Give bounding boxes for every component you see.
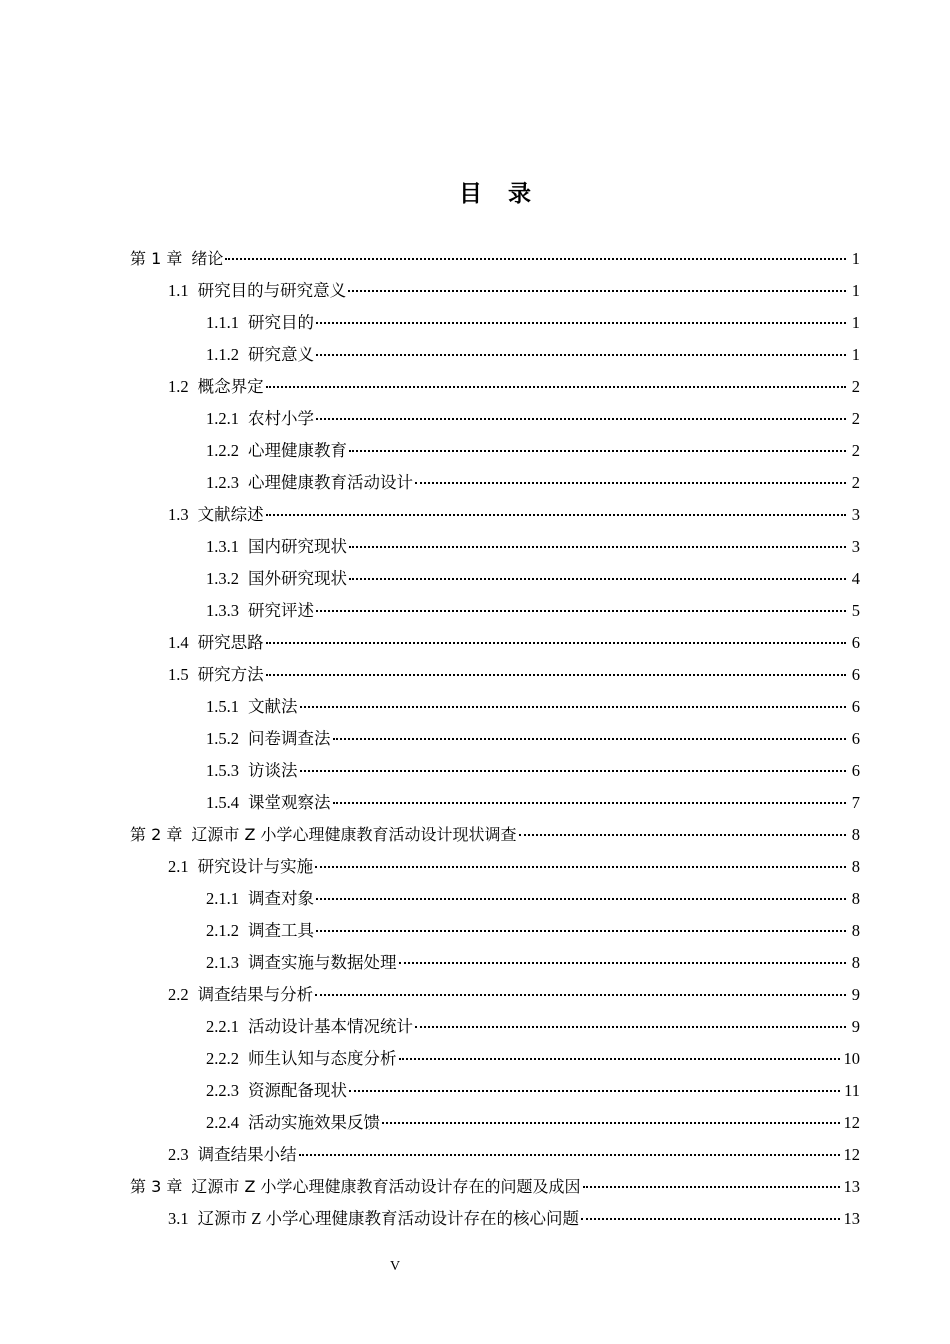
toc-entry-number: 2.2.2 [206, 1049, 239, 1068]
toc-entry-page: 6 [851, 665, 860, 684]
dot-leader [349, 449, 846, 452]
toc-entry-title: 辽源市 Z 小学心理健康教育活动设计存在的核心问题 [197, 1209, 579, 1228]
toc-entry[interactable] [130, 883, 860, 915]
toc-entry-title: 师生认知与态度分析 [248, 1049, 397, 1068]
toc-entry-page: 11 [844, 1081, 860, 1100]
dot-leader [266, 513, 846, 516]
toc-entry-title: 访谈法 [248, 761, 298, 780]
toc-entry-page: 6 [851, 729, 860, 748]
toc-entry-title: 文献法 [248, 697, 298, 716]
toc-entry-title: 绪论 [191, 249, 224, 268]
toc-entry-page: 13 [843, 1177, 860, 1196]
toc-entry-number: 2.2.4 [206, 1113, 239, 1132]
toc-entry-title: 调查实施与数据处理 [248, 953, 397, 972]
toc-entry-title: 研究思路 [197, 633, 264, 652]
toc-entry[interactable] [130, 499, 860, 531]
toc-entry-page: 12 [843, 1145, 860, 1164]
toc-entry-number: 1.4 [168, 633, 189, 652]
toc-entry-page: 2 [851, 409, 860, 428]
toc-entry-title: 课堂观察法 [248, 793, 331, 812]
toc-entry-page: 3 [851, 505, 860, 524]
dot-leader [299, 1153, 840, 1156]
toc-entry-title: 国外研究现状 [248, 569, 347, 588]
toc-entry-number: 1.5.3 [206, 761, 239, 780]
dot-leader [316, 897, 846, 900]
toc-entry-page: 12 [843, 1113, 860, 1132]
toc-entry-title: 研究评述 [248, 601, 314, 620]
dot-leader [348, 289, 846, 292]
toc-entry[interactable] [130, 979, 860, 1011]
toc-entry-number: 2.1.1 [206, 889, 239, 908]
toc-entry-page: 1 [851, 281, 860, 300]
dot-leader [316, 929, 846, 932]
toc-entry-page: 8 [851, 825, 860, 844]
toc-entry-page: 2 [851, 377, 860, 396]
toc-entry[interactable] [130, 723, 860, 755]
toc-entry[interactable] [130, 307, 860, 339]
toc-entry[interactable] [130, 851, 860, 883]
toc-entry-number: 第 1 章 [130, 249, 183, 268]
toc-entry[interactable] [130, 627, 860, 659]
toc-entry-title: 调查结果与分析 [197, 985, 314, 1004]
dot-leader [399, 1057, 840, 1060]
toc-entry-page: 1 [851, 313, 860, 332]
toc-entry-page: 6 [851, 697, 860, 716]
toc-entry[interactable] [130, 691, 860, 723]
dot-leader [415, 481, 846, 484]
toc-entry-number: 1.2.3 [206, 473, 239, 492]
toc-entry-number: 1.1.2 [206, 345, 239, 364]
toc-entry[interactable] [130, 1139, 860, 1171]
toc-entry-number: 1.5.1 [206, 697, 239, 716]
dot-leader [300, 705, 847, 708]
toc-entry-page: 3 [851, 537, 860, 556]
toc-entry-title: 辽源市 Z 小学心理健康教育活动设计存在的问题及成因 [191, 1177, 581, 1196]
toc-entry-number: 2.2 [168, 985, 189, 1004]
table-of-contents [130, 243, 860, 1235]
toc-entry-number: 1.2.1 [206, 409, 239, 428]
toc-entry-title: 问卷调查法 [248, 729, 331, 748]
toc-entry[interactable] [130, 1107, 860, 1139]
toc-entry-number: 1.5 [168, 665, 189, 684]
toc-entry-title: 研究目的 [248, 313, 314, 332]
toc-entry-title: 活动设计基本情况统计 [248, 1017, 413, 1036]
toc-entry-title: 活动实施效果反馈 [248, 1113, 380, 1132]
toc-entry[interactable] [130, 915, 860, 947]
toc-entry-page: 8 [851, 953, 860, 972]
dot-leader [581, 1217, 840, 1220]
toc-entry[interactable] [130, 755, 860, 787]
toc-entry-title: 文献综述 [197, 505, 264, 524]
toc-entry-number: 2.2.1 [206, 1017, 239, 1036]
toc-entry-title: 农村小学 [248, 409, 314, 428]
toc-entry-number: 1.2.2 [206, 441, 239, 460]
toc-entry-page: 9 [851, 1017, 860, 1036]
toc-entry[interactable] [130, 1011, 860, 1043]
dot-leader [349, 1089, 840, 1092]
toc-entry-title: 调查结果小结 [197, 1145, 297, 1164]
toc-entry-number: 2.1 [168, 857, 189, 876]
dot-leader [399, 961, 847, 964]
toc-entry-page: 6 [851, 761, 860, 780]
toc-entry-number: 2.1.2 [206, 921, 239, 940]
toc-entry-title: 研究意义 [248, 345, 314, 364]
toc-entry[interactable] [130, 531, 860, 563]
dot-leader [519, 833, 847, 836]
dot-leader [349, 545, 846, 548]
toc-entry-page: 2 [851, 473, 860, 492]
toc-entry-number: 第 2 章 [130, 825, 183, 844]
toc-entry[interactable] [130, 787, 860, 819]
dot-leader [300, 769, 847, 772]
dot-leader [316, 321, 846, 324]
toc-entry-number: 1.3.1 [206, 537, 239, 556]
toc-entry-number: 2.2.3 [206, 1081, 239, 1100]
toc-entry[interactable] [130, 1203, 860, 1235]
page-number-footer: V [389, 1259, 401, 1274]
toc-entry-number: 1.3 [168, 505, 189, 524]
toc-entry[interactable] [130, 243, 860, 275]
dot-leader [315, 865, 846, 868]
toc-entry-page: 8 [851, 889, 860, 908]
toc-entry-title: 辽源市 Z 小学心理健康教育活动设计现状调查 [191, 825, 517, 844]
dot-leader [333, 801, 847, 804]
dot-leader [583, 1185, 840, 1188]
page-title: 目录 [459, 181, 557, 207]
toc-entry-number: 1.1.1 [206, 313, 239, 332]
toc-entry[interactable] [130, 1075, 860, 1107]
toc-entry-number: 3.1 [168, 1209, 189, 1228]
toc-entry[interactable] [130, 275, 860, 307]
toc-entry-page: 9 [851, 985, 860, 1004]
toc-entry-page: 6 [851, 633, 860, 652]
toc-entry-number: 1.3.2 [206, 569, 239, 588]
toc-entry[interactable] [130, 819, 860, 851]
toc-entry-page: 8 [851, 921, 860, 940]
toc-entry[interactable] [130, 403, 860, 435]
toc-entry[interactable] [130, 435, 860, 467]
toc-entry-page: 2 [851, 441, 860, 460]
toc-entry-title: 心理健康教育活动设计 [248, 473, 413, 492]
dot-leader [316, 417, 846, 420]
toc-entry-page: 10 [843, 1049, 860, 1068]
dot-leader [266, 641, 846, 644]
toc-entry-number: 1.1 [168, 281, 189, 300]
toc-entry-title: 资源配备现状 [248, 1081, 347, 1100]
toc-entry[interactable] [130, 1043, 860, 1075]
toc-entry[interactable] [130, 947, 860, 979]
toc-entry-title: 概念界定 [197, 377, 264, 396]
dot-leader [225, 257, 846, 260]
toc-entry[interactable] [130, 659, 860, 691]
toc-entry[interactable] [130, 339, 860, 371]
toc-entry-page: 8 [851, 857, 860, 876]
toc-entry-number: 2.1.3 [206, 953, 239, 972]
toc-entry[interactable] [130, 563, 860, 595]
toc-entry-title: 国内研究现状 [248, 537, 347, 556]
toc-entry[interactable] [130, 467, 860, 499]
dot-leader [316, 353, 846, 356]
toc-entry-number: 1.5.4 [206, 793, 239, 812]
toc-entry-title: 研究方法 [197, 665, 264, 684]
toc-entry-page: 4 [851, 569, 860, 588]
dot-leader [333, 737, 847, 740]
toc-entry[interactable] [130, 1171, 860, 1203]
toc-entry-number: 1.5.2 [206, 729, 239, 748]
toc-entry[interactable] [130, 371, 860, 403]
toc-entry-page: 1 [851, 345, 860, 364]
dot-leader [266, 673, 846, 676]
toc-entry-page: 7 [851, 793, 860, 812]
dot-leader [266, 385, 846, 388]
dot-leader [315, 993, 846, 996]
toc-entry-page: 13 [843, 1209, 860, 1228]
toc-entry-title: 研究设计与实施 [197, 857, 314, 876]
toc-entry-title: 心理健康教育 [248, 441, 347, 460]
dot-leader [382, 1121, 840, 1124]
dot-leader [349, 577, 846, 580]
toc-entry[interactable] [130, 595, 860, 627]
toc-entry-page: 5 [851, 601, 860, 620]
dot-leader [316, 609, 846, 612]
toc-entry-number: 2.3 [168, 1145, 189, 1164]
toc-entry-title: 研究目的与研究意义 [197, 281, 347, 300]
toc-entry-title: 调查工具 [248, 921, 314, 940]
toc-entry-title: 调查对象 [248, 889, 314, 908]
toc-entry-number: 1.2 [168, 377, 189, 396]
toc-entry-number: 第 3 章 [130, 1177, 183, 1196]
dot-leader [415, 1025, 846, 1028]
toc-entry-number: 1.3.3 [206, 601, 239, 620]
toc-entry-page: 1 [851, 249, 860, 268]
